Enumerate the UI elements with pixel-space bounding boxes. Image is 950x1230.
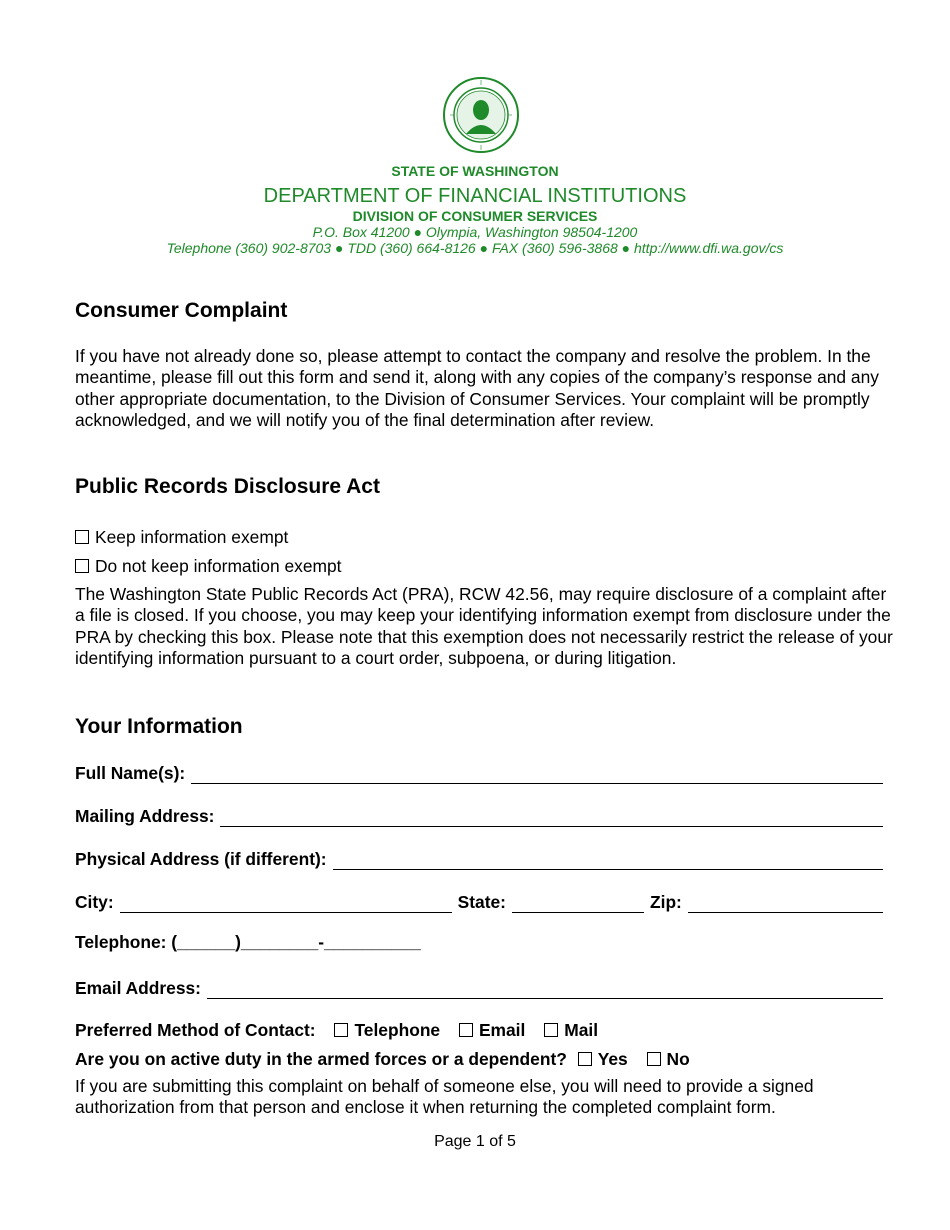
header-contact: Telephone (360) 902-8703 ● TDD (360) 664-8126 ● FAX (360) 596-3868 ● http://www.dfi.wa.gov/cs: [166, 240, 784, 256]
email-row: [75, 975, 883, 999]
email-field[interactable]: [207, 980, 883, 999]
active-duty-label: Are you on active duty in the armed forces or a dependent?: [75, 1049, 567, 1069]
active-duty-no-option[interactable]: [647, 1049, 690, 1069]
complaint-body: If you have not already done so, please attempt to contact the company and resolve the problem. In the meantime, please fill out this form and send it, along with any copies of the company’s response and any other appropriate documentation, to the Division of Consumer Services. Your complaint will be promptly acknowledged, and we will notify you of the final determination after review.: [75, 346, 879, 430]
active-duty-no-label: No: [666, 1049, 690, 1069]
physical-address-label: Physical Address (if different):: [75, 849, 327, 869]
pref-telephone-option[interactable]: [334, 1020, 440, 1040]
pref-email-option[interactable]: [459, 1020, 525, 1040]
pref-telephone-checkbox[interactable]: [334, 1023, 348, 1037]
pref-email-label: Email: [478, 1020, 526, 1040]
behalf-note: If you are submitting this complaint on behalf of someone else, you will need to provide a signed authorization from that person and enclose it when returning the completed complaint form.: [75, 1076, 814, 1118]
state-seal-icon: [442, 76, 520, 154]
city-label: City:: [75, 892, 114, 912]
header-state: STATE OF WASHINGTON: [391, 163, 559, 179]
complaint-heading: Consumer Complaint: [75, 299, 288, 322]
active-duty-no-checkbox[interactable]: [647, 1052, 661, 1066]
city-state-zip-row: [75, 889, 883, 913]
not-exempt-checkbox[interactable]: [75, 559, 89, 573]
telephone-field[interactable]: Telephone: (______)________-__________: [75, 932, 421, 952]
state-label: State:: [457, 892, 506, 912]
exempt-label: Keep information exempt: [95, 527, 289, 547]
mailing-address-label: Mailing Address:: [75, 806, 215, 826]
header-division: DIVISION OF CONSUMER SERVICES: [352, 208, 598, 224]
pref-mail-option[interactable]: [544, 1020, 598, 1040]
active-duty-yes-checkbox[interactable]: [578, 1052, 592, 1066]
pref-mail-label: Mail: [564, 1020, 599, 1040]
mailing-address-field[interactable]: [220, 808, 883, 827]
zip-label: Zip:: [649, 892, 682, 912]
page-number: Page 1 of 5: [434, 1133, 516, 1150]
preferred-contact-label: Preferred Method of Contact:: [75, 1020, 316, 1040]
info-heading: Your Information: [75, 715, 243, 738]
pref-email-checkbox[interactable]: [459, 1023, 473, 1037]
header-address: P.O. Box 41200 ● Olympia, Washington 98504-1200: [312, 224, 638, 240]
preferred-contact-row: [75, 1020, 598, 1041]
physical-address-row: [75, 846, 883, 870]
mailing-address-row: [75, 803, 883, 827]
zip-field[interactable]: [688, 894, 883, 913]
full-name-label: Full Name(s):: [75, 763, 186, 783]
active-duty-yes-label: Yes: [597, 1049, 628, 1069]
email-label: Email Address:: [75, 978, 201, 998]
records-heading: Public Records Disclosure Act: [75, 475, 380, 498]
not-exempt-label: Do not keep information exempt: [95, 556, 342, 576]
city-field[interactable]: [120, 894, 452, 913]
header-department: DEPARTMENT OF FINANCIAL INSTITUTIONS: [263, 185, 687, 207]
pref-telephone-label: Telephone: [354, 1020, 441, 1040]
not-exempt-option[interactable]: [75, 556, 342, 577]
exempt-option[interactable]: [75, 527, 288, 548]
physical-address-field[interactable]: [333, 851, 883, 870]
full-name-field[interactable]: [191, 765, 883, 784]
records-body: The Washington State Public Records Act (PRA), RCW 42.56, may require disclosure of a complaint after a file is closed. If you choose, you may keep your identifying information exempt from disclosure under the PRA by checking this box. Please note that this exemption does not necessarily restrict the release of your identifying information pursuant to a court order, subpoena, or during litigation.: [75, 584, 893, 668]
pref-mail-checkbox[interactable]: [544, 1023, 558, 1037]
full-name-row: [75, 760, 883, 784]
active-duty-row: [75, 1049, 690, 1070]
exempt-checkbox[interactable]: [75, 530, 89, 544]
active-duty-yes-option[interactable]: [578, 1049, 628, 1069]
state-field[interactable]: [512, 894, 644, 913]
